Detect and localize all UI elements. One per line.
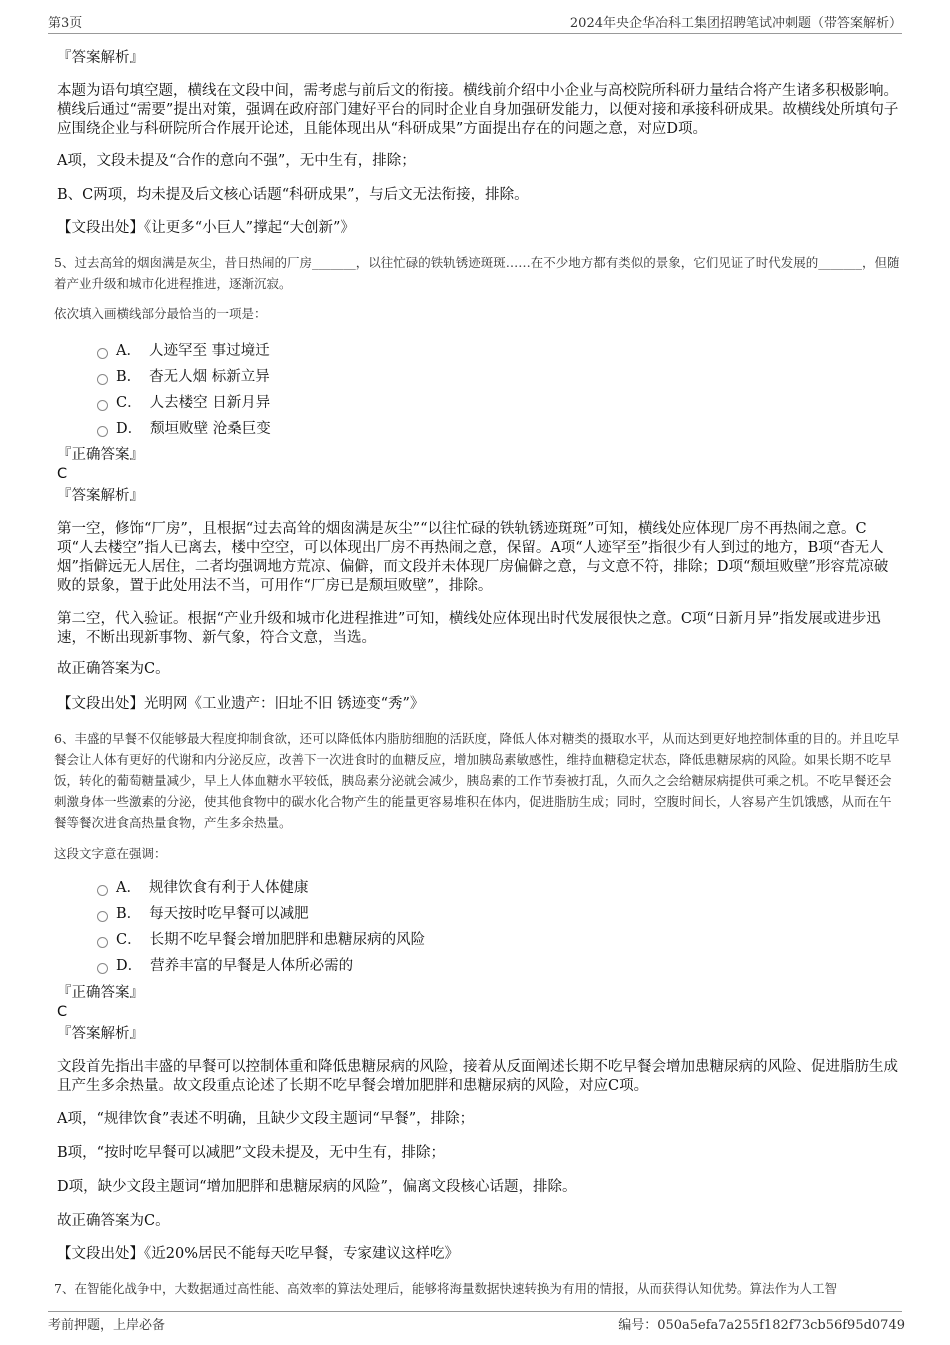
option-text: 人迹罕至 事过境迁 xyxy=(148,343,270,359)
option-letter: D． xyxy=(116,421,143,437)
analysis-label: 『答案解析』 xyxy=(57,50,144,66)
document-title: 2024年央企华冶科工集团招聘笔试冲刺题（带答案解析） xyxy=(569,16,902,31)
question-prompt: 这段文字意在强调： xyxy=(54,846,167,861)
page-header xyxy=(48,12,902,32)
footer-divider xyxy=(48,1311,902,1312)
analysis-label: 『答案解析』 xyxy=(57,1026,144,1042)
option-letter: A． xyxy=(116,343,141,359)
option-letter: D． xyxy=(116,958,143,974)
option-letter: C． xyxy=(116,395,142,411)
option-letter: B． xyxy=(116,906,142,922)
document-code: 编号：050a5efa7a255f182f73cb56f95d0749 xyxy=(618,1318,905,1333)
header-divider xyxy=(48,33,902,34)
analysis-paragraph: 本题为语句填空题，横线在文段中间，需考虑与前后文的衔接。横线前介绍中小企业与高校院所科研力量结合将产生诸多积极影响。横线后通过“需要”提出对策，强调在政府部门建好平台的同时企业自身加强研发能力，以便对接和承接科研成果。故横线处所填句子应围绕企业与科研院所合作展开论述，且能体现出从“科研成果”方面提出存在的问题之意，对应D项。 xyxy=(57,83,899,137)
radio-icon[interactable] xyxy=(97,911,108,922)
question-stem: 6、丰盛的早餐不仅能够最大程度抑制食欲，还可以降低体内脂肪细胞的活跃度，降低人体对糖类的摄取水平，从而达到更好地控制体重的目的。并且吃早餐会让人体有更好的代谢和内分泌反应，改善下一次进食时的血糖反应，增加胰岛素敏感性，维持血糖稳定状态，降低患糖尿病的风险。如果长期不吃早饭，转化的葡萄糖量减少，早上人体血糖水平较低，胰岛素分泌就会减少，胰岛素的工作节奏被打乱，久而久之会给糖尿病提供可乘之机。不吃早餐还会刺激身体一些激素的分泌，使其他食物中的碳水化合物产生的能量更容易堆积在体内，促进脂肪生成；同时，空腹时间长，人容易产生饥饿感，从而在午餐等餐次进食高热量食物，产生多余热量。 xyxy=(54,731,900,830)
source-citation: 【文段出处】《近20%居民不能每天吃早餐，专家建议这样吃》 xyxy=(57,1246,459,1262)
radio-icon[interactable] xyxy=(97,885,108,896)
correct-answer: C xyxy=(57,466,68,482)
option-text: 杳无人烟 标新立异 xyxy=(149,369,270,385)
analysis-paragraph: 故正确答案为C。 xyxy=(57,1213,170,1229)
option-c[interactable] xyxy=(97,927,425,953)
correct-answer-label: 『正确答案』 xyxy=(57,447,144,463)
option-d[interactable] xyxy=(97,416,271,442)
option-a[interactable] xyxy=(97,875,425,901)
option-text: 营养丰富的早餐是人体所必需的 xyxy=(150,958,354,974)
option-text: 规律饮食有利于人体健康 xyxy=(148,880,309,896)
option-text: 人去楼空 日新月异 xyxy=(149,395,271,411)
analysis-paragraph: A项，文段未提及“合作的意向不强”，无中生有，排除； xyxy=(57,153,416,169)
option-c[interactable] xyxy=(97,390,271,416)
analysis-paragraph: B项，“按时吃早餐可以减肥”文段未提及，无中生有，排除； xyxy=(57,1145,445,1161)
analysis-paragraph: B、C两项，均未提及后文核心话题“科研成果”，与后文无法衔接，排除。 xyxy=(57,187,529,203)
analysis-paragraph: 第二空，代入验证。根据“产业升级和城市化进程推进”可知，横线处应体现出时代发展很快之意。C项“日新月异”指发展或进步迅速，不断出现新事物、新气象，符合文意，当选。 xyxy=(57,611,881,646)
option-letter: C． xyxy=(116,932,142,948)
page-number: 第3页 xyxy=(48,16,83,31)
option-b[interactable] xyxy=(97,364,271,390)
question-prompt: 依次填入画横线部分最恰当的一项是： xyxy=(54,306,267,321)
radio-icon[interactable] xyxy=(97,400,108,411)
analysis-paragraph: D项，缺少文段主题词“增加肥胖和患糖尿病的风险”，偏离文段核心话题，排除。 xyxy=(57,1179,577,1195)
page-footer xyxy=(48,1314,905,1334)
source-citation: 【文段出处】光明网《工业遗产：旧址不旧 锈迹变“秀”》 xyxy=(57,696,425,712)
radio-icon[interactable] xyxy=(97,348,108,359)
radio-icon[interactable] xyxy=(97,426,108,437)
option-list xyxy=(57,338,271,442)
analysis-paragraph: 第一空，修饰“厂房”，且根据“过去高耸的烟囱满是灰尘”“以往忙碌的铁轨锈迹斑斑”可知，横线处应体现厂房不再热闹之意。C项“人去楼空”指人已离去，楼中空空，可以体现出厂房不再热闹之意，保留。A项“人迹罕至”指很少有人到过的地方，B项“杳无人烟”指僻远无人居住，二者均强调地方荒凉、偏僻，而文段并未体现厂房偏僻之意，与文意不符，排除；D项“颓垣败壁”形容荒凉破败的景象，置于此处用法不当，可用作“厂房已是颓垣败壁”，排除。 xyxy=(57,521,889,594)
option-text: 每天按时吃早餐可以减肥 xyxy=(149,906,309,922)
analysis-paragraph: 文段首先指出丰盛的早餐可以控制体重和降低患糖尿病的风险，接着从反面阐述长期不吃早餐会增加患糖尿病的风险、促进脂肪生成且产生多余热量。故文段重点论述了长期不吃早餐会增加肥胖和患糖尿病的风险，对应C项。 xyxy=(57,1059,898,1094)
footer-slogan: 考前押题，上岸必备 xyxy=(48,1318,166,1333)
option-d[interactable] xyxy=(97,953,425,979)
analysis-paragraph: A项，“规律饮食”表述不明确，且缺少文段主题词“早餐”，排除； xyxy=(57,1111,475,1127)
option-a[interactable] xyxy=(97,338,271,364)
radio-icon[interactable] xyxy=(97,374,108,385)
analysis-paragraph: 故正确答案为C。 xyxy=(57,661,170,677)
correct-answer-label: 『正确答案』 xyxy=(57,985,144,1001)
radio-icon[interactable] xyxy=(97,963,108,974)
question-stem: 7、在智能化战争中，大数据通过高性能、高效率的算法处理后，能够将海量数据快速转换为有用的情报，从而获得认知优势。算法作为人工智 xyxy=(54,1281,837,1296)
option-letter: A． xyxy=(116,880,141,896)
analysis-label: 『答案解析』 xyxy=(57,488,144,504)
option-text: 长期不吃早餐会增加肥胖和患糖尿病的风险 xyxy=(149,932,426,948)
option-list xyxy=(57,875,425,979)
option-letter: B． xyxy=(116,369,142,385)
radio-icon[interactable] xyxy=(97,937,108,948)
source-citation: 【文段出处】《让更多“小巨人”撑起“大创新”》 xyxy=(57,220,355,236)
option-text: 颓垣败壁 沧桑巨变 xyxy=(150,421,271,437)
option-b[interactable] xyxy=(97,901,425,927)
correct-answer: C xyxy=(57,1004,68,1020)
question-stem: 5、过去高耸的烟囱满是灰尘，昔日热闹的厂房_______，以往忙碌的铁轨锈迹斑斑……在不少地方都有类似的景象，它们见证了时代发展的_______，但随着产业升级和城市化进程推进，逐渐沉寂。 xyxy=(54,255,900,291)
